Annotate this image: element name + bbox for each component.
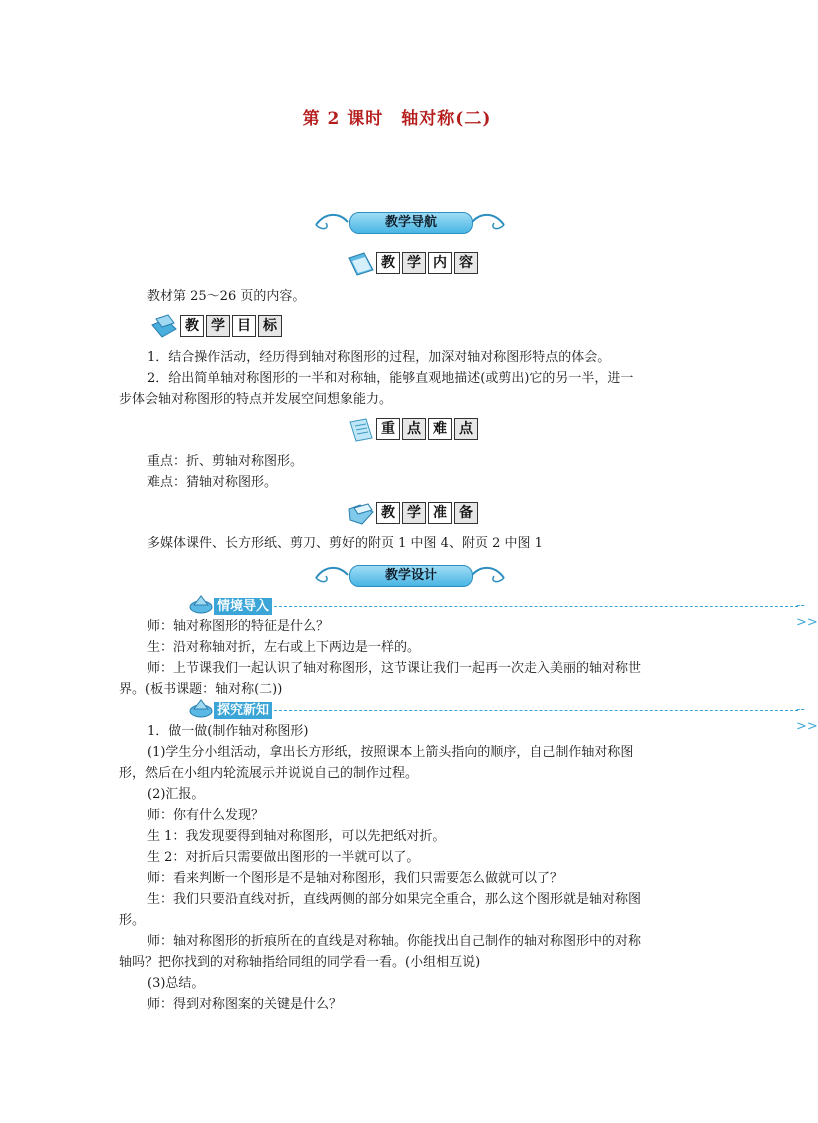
banner-teaching-design [312,560,508,590]
explore-line: 生：我们只要沿直线对折，直线两侧的部分如果完全重合，那么这个图形就是轴对称图 [147,892,642,907]
keypoint-line: 重点：折、剪轴对称图形。 [147,454,304,469]
explore-line: (1)学生分小组活动，拿出长方形纸，按照课本上箭头指向的顺序，自己制作轴对称图 [147,745,634,760]
tag-label: 情境导入 [214,598,272,615]
paper-icon [346,416,376,444]
explore-line: (2)汇报。 [147,787,205,802]
header-char: 目 [232,315,256,337]
goals-line: 1．结合操作活动，经历得到轴对称图形的过程，加深对轴对称图形特点的体会。 [147,350,611,365]
header-char: 教 [376,252,400,274]
intro-line: 师：轴对称图形的特征是什么？ [147,619,330,634]
explore-line: (3)总结。 [147,976,205,991]
double-arrow-icon: -->> [796,702,818,734]
header-char: 备 [454,502,478,524]
header-char: 点 [454,418,478,440]
header-char: 学 [402,252,426,274]
header-char: 点 [402,418,426,440]
goals-line: 2．给出简单轴对称图形的一半和对称轴，能够直观地描述(或剪出)它的另一半，进一 [147,371,634,386]
books-icon [150,313,180,341]
hat-icon [188,592,214,616]
explore-line: 师：轴对称图形的折痕所在的直线是对称轴。你能找出自己制作的轴对称图形中的对称 [147,934,642,949]
prep-text: 多媒体课件、长方形纸、剪刀、剪好的附页 1 中图 4、附页 2 中图 1 [147,536,543,551]
explore-line: 师：得到对称图案的关键是什么？ [147,997,343,1012]
banner-label: 教学设计 [349,565,473,587]
header-char: 内 [428,252,452,274]
header-char: 容 [454,252,478,274]
header-char: 难 [428,418,452,440]
header-char: 教 [376,502,400,524]
header-char: 重 [376,418,400,440]
explore-line: 师：你有什么发现？ [147,808,265,823]
book-icon [346,250,376,278]
header-char: 标 [258,315,282,337]
hat-icon [188,696,214,720]
intro-line: 生：沿对称轴对折，左右或上下两边是一样的。 [147,640,421,655]
explore-line: 师：看来判断一个图形是不是轴对称图形，我们只需要怎么做就可以了？ [147,871,564,886]
tag-label: 探究新知 [214,702,272,719]
intro-line: 界。(板书课题：轴对称(二)) [119,682,283,697]
explore-line: 生 2：对折后只需要做出图形的一半就可以了。 [147,850,420,865]
folder-icon [346,500,376,528]
goals-line: 步体会轴对称图形的特点并发展空间想象能力。 [119,392,393,407]
content-text: 教材第 25～26 页的内容。 [147,289,306,304]
explore-line: 轴吗？把你找到的对称轴指给同组的同学看一看。(小组相互说) [119,955,481,970]
header-char: 学 [206,315,230,337]
dashed-divider [274,710,798,711]
explore-line: 形。 [119,913,146,928]
explore-line: 形，然后在小组内轮流展示并说说自己的制作过程。 [119,766,419,781]
header-char: 教 [180,315,204,337]
intro-line: 师：上节课我们一起认识了轴对称图形，这节课让我们一起再一次走入美丽的轴对称世 [147,661,642,676]
banner-label: 教学导航 [349,212,473,234]
header-char: 准 [428,502,452,524]
header-char: 学 [402,502,426,524]
double-arrow-icon: -->> [796,598,818,630]
dashed-divider [274,606,798,607]
explore-line: 1．做一做(制作轴对称图形) [147,724,309,739]
banner-teaching-navigation [312,207,508,237]
page-title: 第 2 课时 轴对称(二) [302,109,492,129]
explore-line: 生 1：我发现要得到轴对称图形，可以先把纸对折。 [147,829,446,844]
keypoint-line: 难点：猜轴对称图形。 [147,475,278,490]
